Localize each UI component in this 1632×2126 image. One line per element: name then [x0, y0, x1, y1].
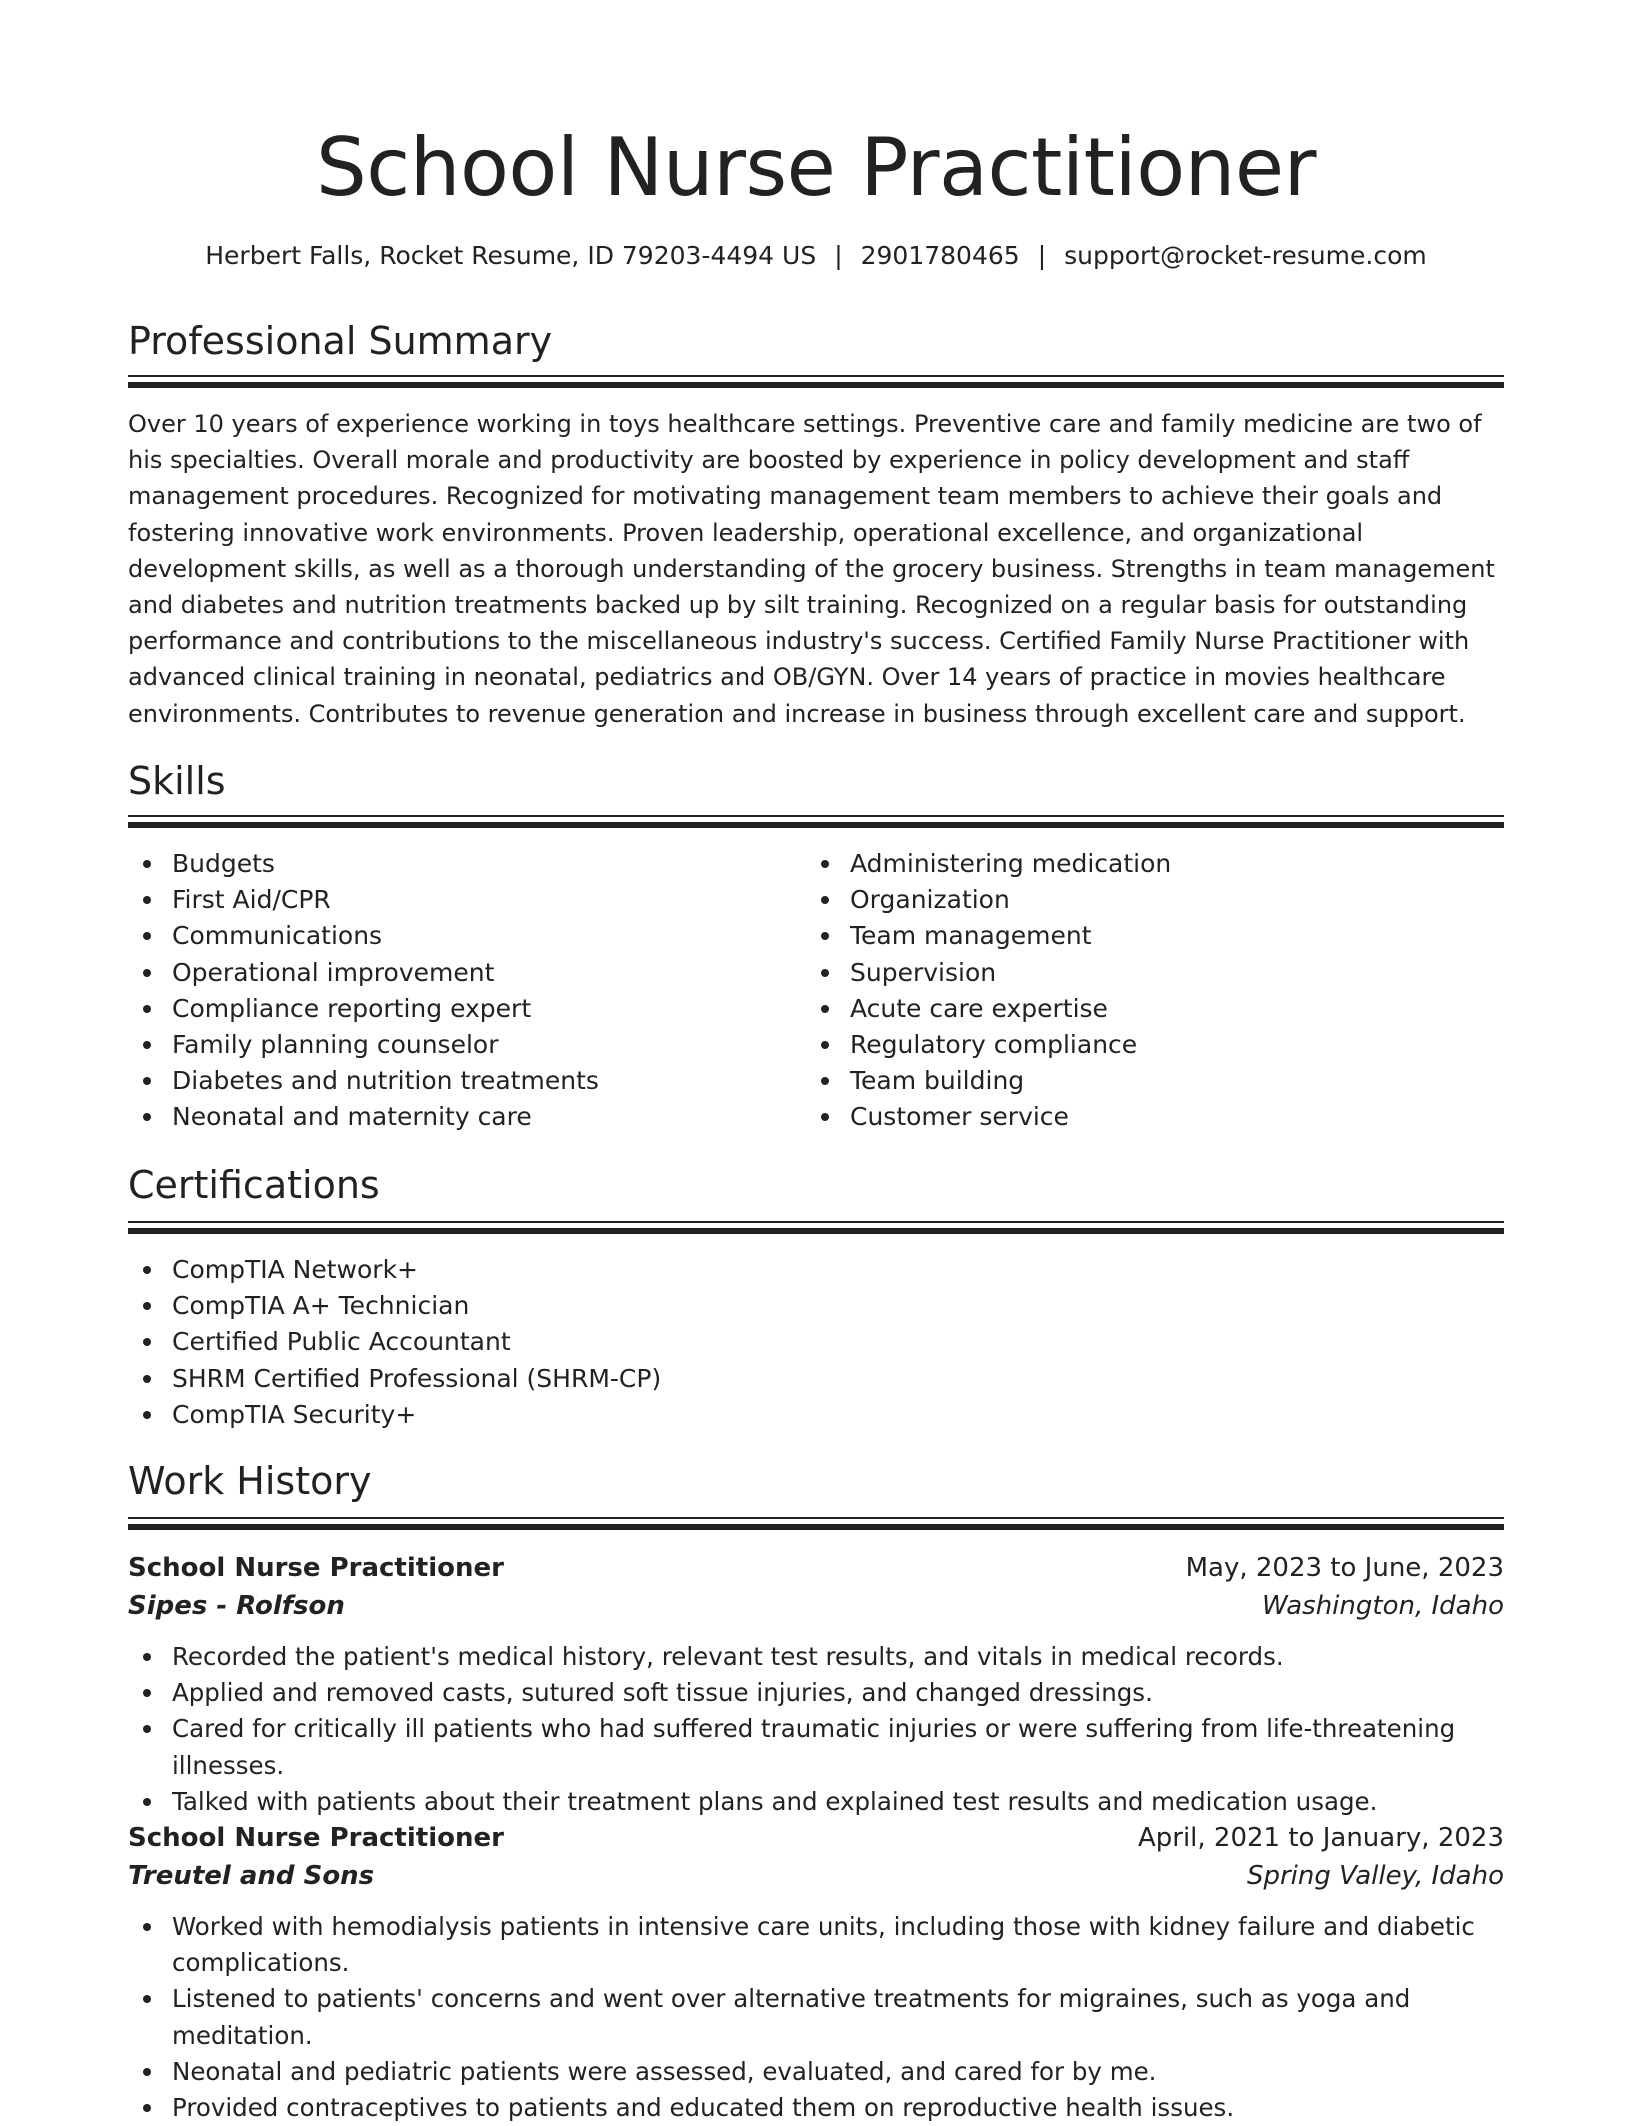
job-bullets	[128, 1639, 1504, 1820]
job-subheader-row	[128, 1857, 1504, 1895]
skill-item: Operational improvement	[128, 955, 808, 991]
skill-item: First Aid/CPR	[128, 882, 808, 918]
job-subheader-row	[128, 1587, 1504, 1625]
skill-item: Communications	[128, 918, 808, 954]
job-company: Sipes - Rolfson	[128, 1591, 345, 1621]
job-title: School Nurse Practitioner	[128, 1553, 504, 1583]
contact-address: Herbert Falls, Rocket Resume, ID 79203-4494 US	[205, 241, 817, 270]
job-bullet: Worked with hemodialysis patients in intensive care units, including those with kidney failure and diabetic complications.	[128, 1909, 1504, 1981]
job-entry	[128, 1819, 1504, 2126]
skill-item: Administering medication	[806, 846, 1486, 882]
job-bullet: Recorded the patient's medical history, relevant test results, and vitals in medical records.	[128, 1639, 1504, 1675]
job-location: Spring Valley, Idaho	[1246, 1861, 1504, 1891]
job-header-row	[128, 1819, 1504, 1857]
skill-item: Neonatal and maternity care	[128, 1099, 808, 1135]
skills-list-right	[806, 846, 1486, 1136]
job-entry	[128, 1549, 1504, 1820]
skill-item: Diabetes and nutrition treatments	[128, 1063, 808, 1099]
certification-item: CompTIA A+ Technician	[128, 1288, 1504, 1324]
skill-item: Customer service	[806, 1099, 1486, 1135]
skill-item: Team management	[806, 918, 1486, 954]
contact-email: support@rocket-resume.com	[1064, 241, 1427, 270]
certification-item: SHRM Certified Professional (SHRM-CP)	[128, 1361, 1504, 1397]
contact-separator: |	[1037, 241, 1047, 270]
job-dates: April, 2021 to January, 2023	[1137, 1823, 1504, 1853]
job-bullet: Cared for critically ill patients who had suffered traumatic injuries or were suffering from life-threatening illnesses.	[128, 1711, 1504, 1783]
section-divider	[128, 375, 1504, 387]
job-company: Treutel and Sons	[128, 1861, 375, 1891]
section-title-summary: Professional Summary	[128, 319, 553, 363]
skill-item: Family planning counselor	[128, 1027, 808, 1063]
skill-item: Acute care expertise	[806, 991, 1486, 1027]
job-location: Washington, Idaho	[1261, 1591, 1504, 1621]
certifications-list	[128, 1252, 1504, 1433]
skill-item: Budgets	[128, 846, 808, 882]
job-header-row	[128, 1549, 1504, 1587]
job-title: School Nurse Practitioner	[128, 1823, 504, 1853]
certification-item: Certified Public Accountant	[128, 1324, 1504, 1360]
skills-list-left	[128, 846, 808, 1136]
section-title-work-history: Work History	[128, 1459, 372, 1503]
section-divider	[128, 815, 1504, 827]
certification-item: CompTIA Network+	[128, 1252, 1504, 1288]
contact-phone: 2901780465	[860, 241, 1020, 270]
skill-item: Regulatory compliance	[806, 1027, 1486, 1063]
section-divider	[128, 1517, 1504, 1529]
certification-item: CompTIA Security+	[128, 1397, 1504, 1433]
job-bullet: Applied and removed casts, sutured soft tissue injuries, and changed dressings.	[128, 1675, 1504, 1711]
section-title-skills: Skills	[128, 759, 226, 803]
skill-item: Supervision	[806, 955, 1486, 991]
job-bullets	[128, 1909, 1504, 2126]
section-divider	[128, 1221, 1504, 1233]
skill-item: Team building	[806, 1063, 1486, 1099]
job-dates: May, 2023 to June, 2023	[1185, 1553, 1504, 1583]
job-bullet: Provided contraceptives to patients and educated them on reproductive health issues.	[128, 2090, 1504, 2126]
resume-name: School Nurse Practitioner	[316, 121, 1316, 214]
summary-text: Over 10 years of experience working in toys healthcare settings. Preventive care and family medicine are two of his specialties. Overall morale and productivity are boosted by experience in policy development and staff management procedures. Recognized for motivating management team members to achieve their goals and fostering innovative work environments. Proven leadership, operational excellence, and organizational development skills, as well as a thorough understanding of the grocery business. Strengths in team management and diabetes and nutrition treatments backed up by silt training. Recognized on a regular basis for outstanding performance and contributions to the miscellaneous industry's success. Certified Family Nurse Practitioner with advanced clinical training in neonatal, pediatrics and OB/GYN. Over 14 years of practice in movies healthcare environments. Contributes to revenue generation and increase in business through excellent care and support.	[128, 410, 1495, 728]
job-bullet: Talked with patients about their treatment plans and explained test results and medication usage.	[128, 1784, 1504, 1820]
section-title-certifications: Certifications	[128, 1163, 380, 1207]
skill-item: Organization	[806, 882, 1486, 918]
contact-separator: |	[834, 241, 843, 270]
job-bullet: Neonatal and pediatric patients were assessed, evaluated, and cared for by me.	[128, 2054, 1504, 2090]
job-bullet: Listened to patients' concerns and went over alternative treatments for migraines, such as yoga and meditation.	[128, 1981, 1504, 2053]
contact-line	[0, 238, 1632, 274]
skill-item: Compliance reporting expert	[128, 991, 808, 1027]
